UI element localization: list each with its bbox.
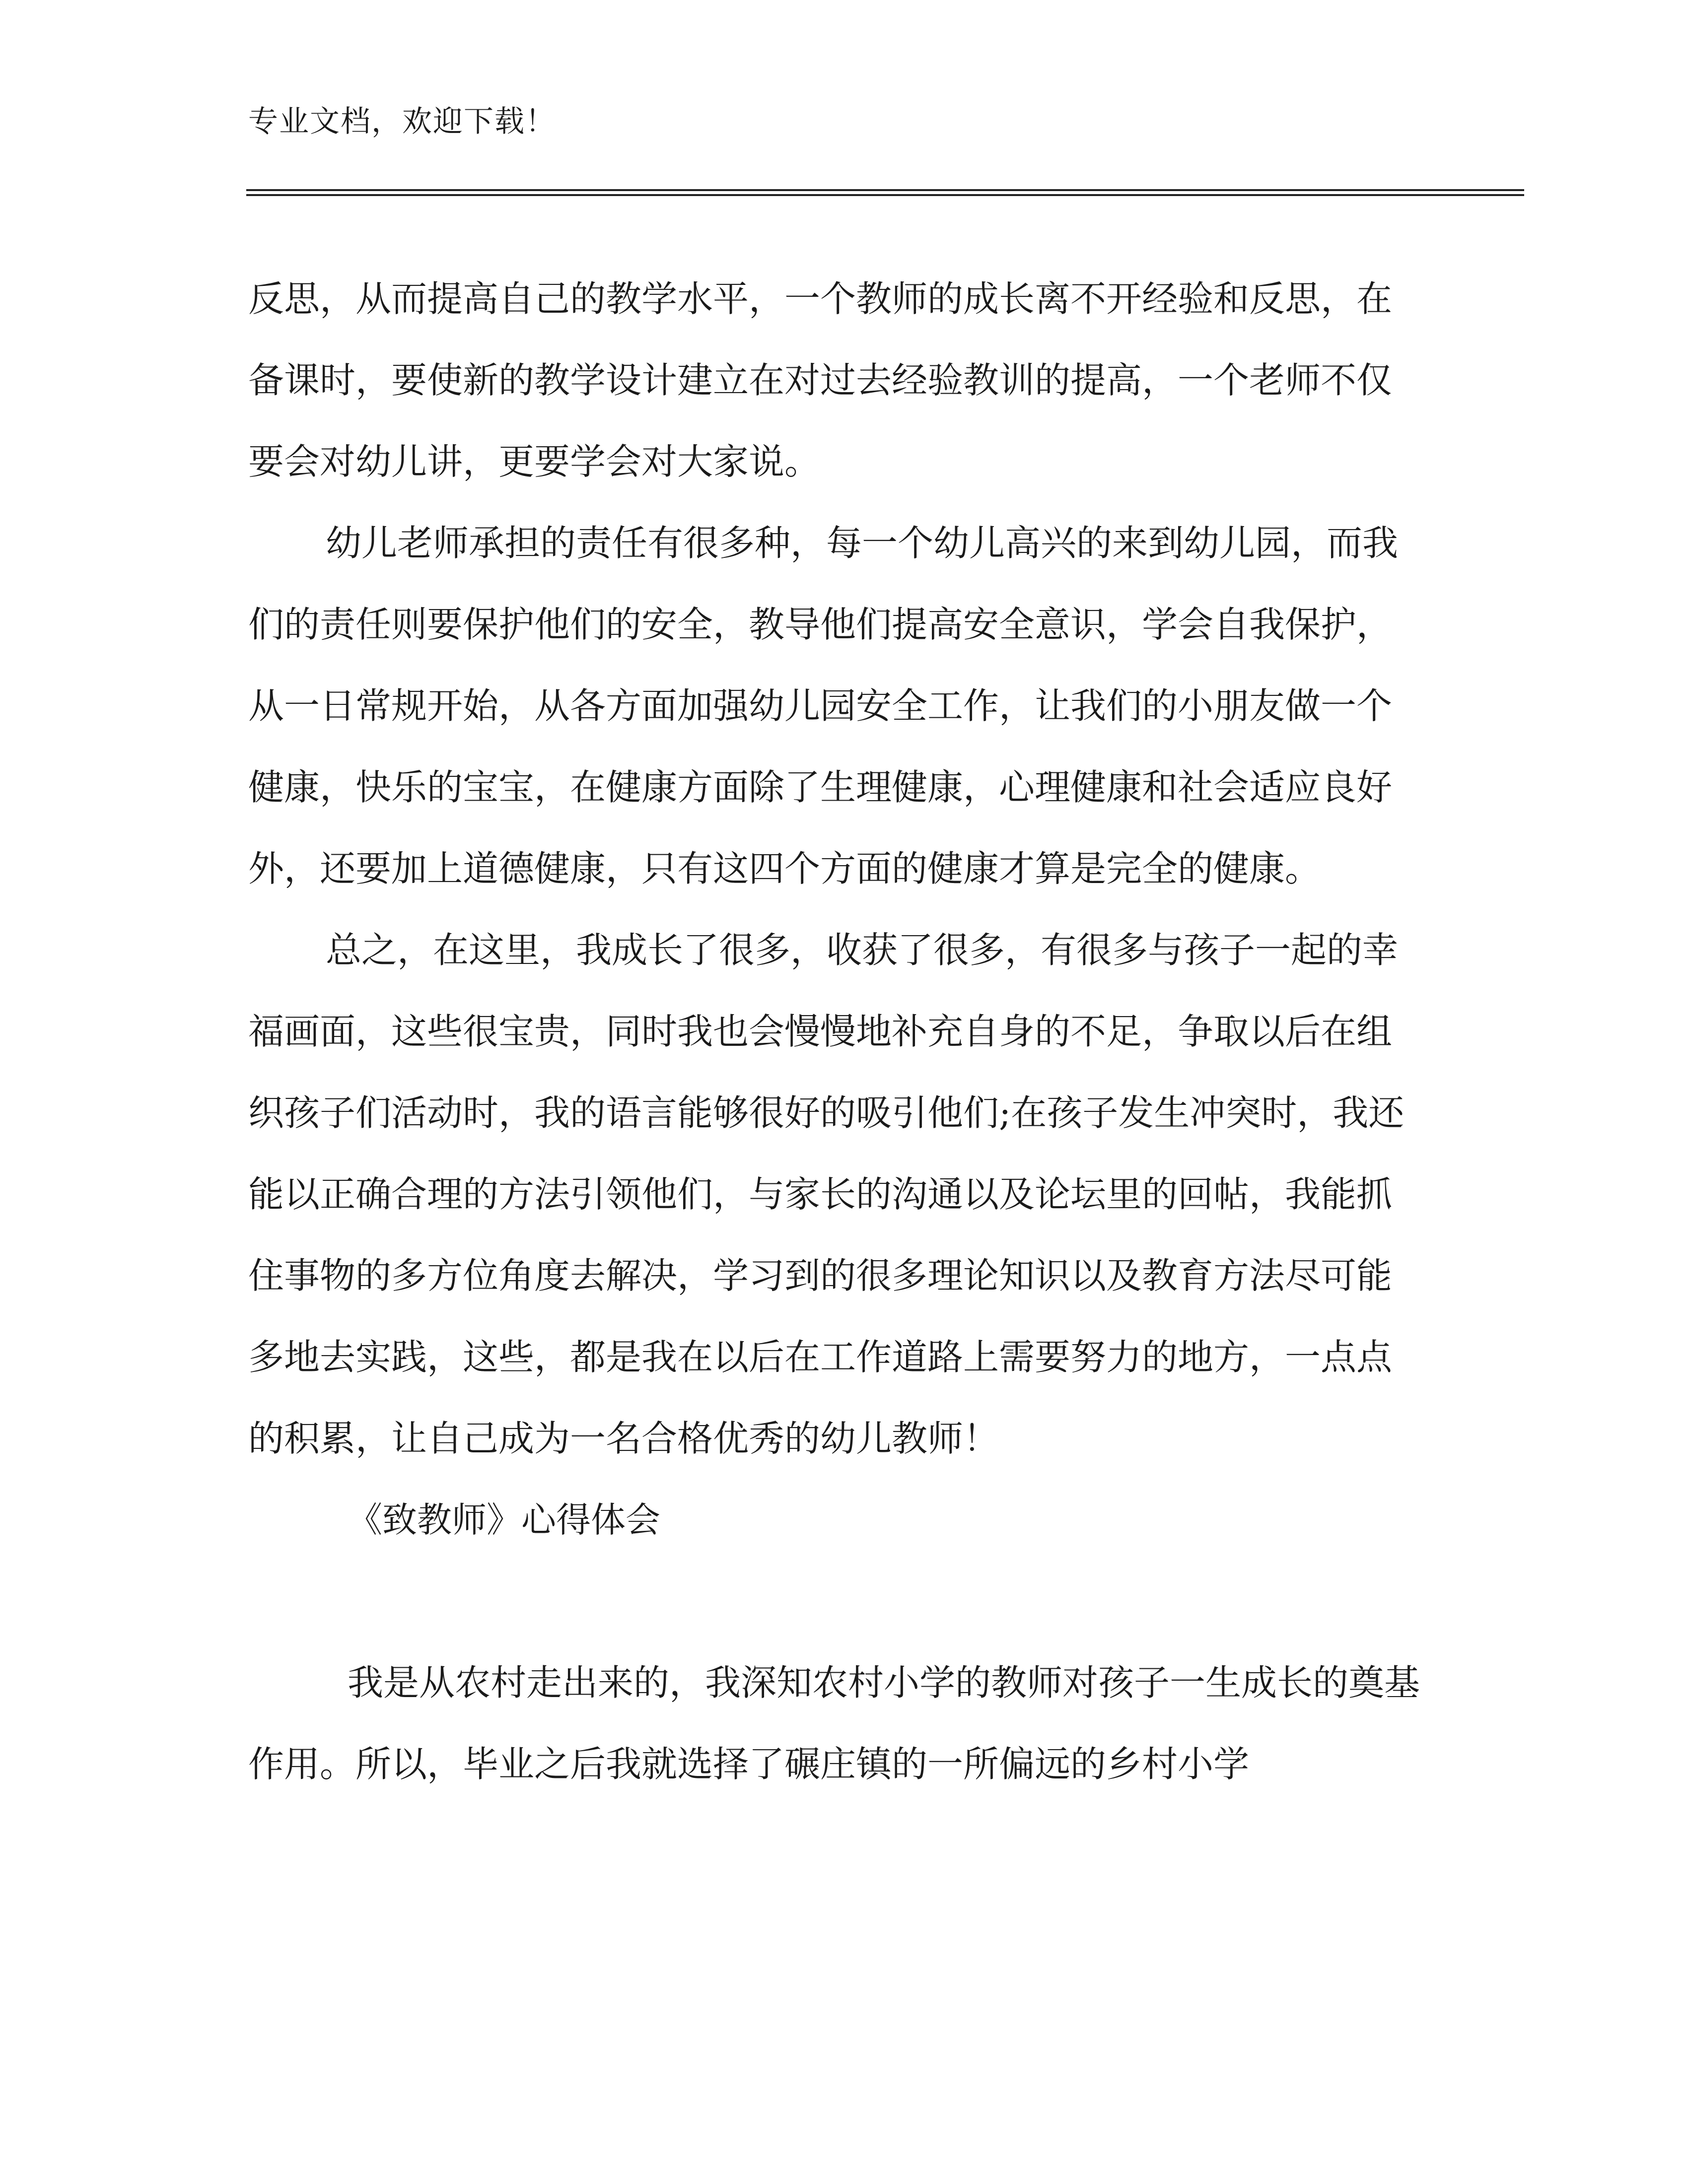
- paragraph-continued: 反思，从而提高自己的教学水平，一个教师的成长离不开经验和反思，在备课时，要使新的教学设计建立在对过去经验教训的提高，一个老师不仅要会对幼儿讲，更要学会对大家说。: [248, 278, 1393, 482]
- paragraph-summary: 总之，在这里，我成长了很多，收获了很多，有很多与孩子一起的幸福画面，这些很宝贵，同时我也会慢慢地补充自身的不足，争取以后在组织孩子们活动时，我的语言能够很好的吸引他们;在孩子发生冲突时，我还能以正确合理的方法引领他们，与家长的沟通以及论坛里的回帖，我能抓住事物的多方位角度去解决，学习到的很多理论知识以及教育方法尽可能多地去实践，这些，都是我在以后在工作道路上需要努力的地方，一点点的积累，让自己成为一名合格优秀的幼儿教师！: [248, 929, 1405, 1459]
- section-heading: 《致教师》心得体会: [348, 1500, 660, 1540]
- section-first-paragraph: 我是从农村走出来的，我深知农村小学的教师对孩子一生成长的奠基作用。所以，毕业之后我就选择了碾庄镇的一所偏远的乡村小学: [248, 1662, 1420, 1785]
- document-body: [248, 258, 1420, 1805]
- header-text: 专业文档，欢迎下载！: [248, 104, 556, 139]
- section-spacer: [248, 1561, 1420, 1642]
- paragraph-responsibility: 幼儿老师承担的责任有很多种，每一个幼儿高兴的来到幼儿园，而我们的责任则要保护他们的安全，教导他们提高安全意识，学会自我保护，从一日常规开始，从各方面加强幼儿园安全工作，让我们的小朋友做一个健康，快乐的宝宝，在健康方面除了生理健康，心理健康和社会适应良好外，还要加上道德健康，只有这四个方面的健康才算是完全的健康。: [248, 522, 1399, 889]
- header-double-rule: [246, 189, 1524, 196]
